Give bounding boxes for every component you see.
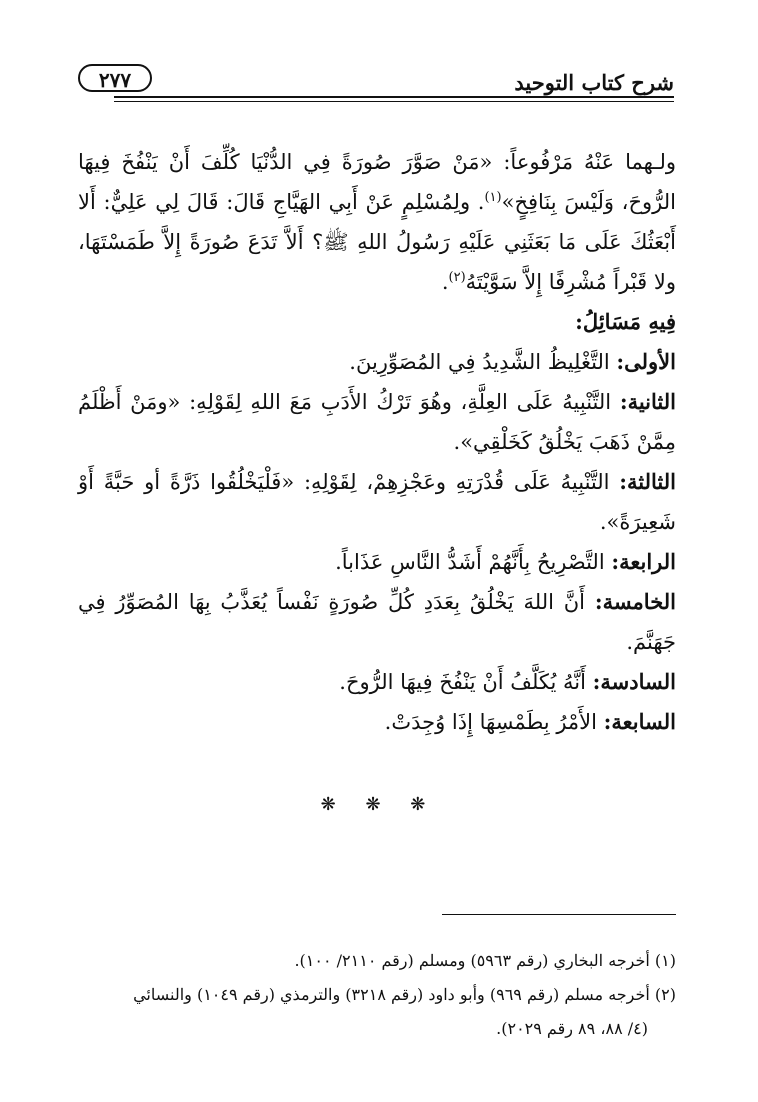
- page-body: [78, 142, 676, 742]
- intro-text-2: . ولِمُسْلِمٍ عَنْ أَبِي الهَيَّاجِ قَالَ: قَالَ لِي عَلِيٌّ: أَلا أَبْعَثُكَ عَلَى مَا بَعَثَنِي عَلَيْهِ رَسُولُ اللهِ ﷺ؟ أَلاَّ تَدَعَ صُورَةً إِلاَّ طَمَسْتَهَا، ولا قَبْراً مُشْرِفًا إِلاَّ سَوَّيْتَهُ: [78, 190, 676, 294]
- issue-item: [78, 382, 676, 462]
- issue-text: أَنَّ اللهَ يَخْلُقُ بِعَدَدِ كُلِّ صُورَةٍ نَفْساً يُعَذَّبُ بِهَا المُصَوِّرُ فِي جَهَنَّمَ.: [78, 590, 676, 654]
- issue-label: السابعة:: [603, 709, 676, 734]
- intro-end: .: [441, 270, 449, 294]
- issues-heading: فِيهِ مَسَائِلُ:: [575, 309, 676, 334]
- issue-label: السادسة:: [592, 669, 676, 694]
- issue-label: الرابعة:: [611, 549, 676, 574]
- issue-label: الأولى:: [616, 349, 676, 374]
- issue-item: [78, 462, 676, 542]
- footnote-rule: [442, 914, 676, 915]
- footnote-1: (١) أخرجه البخاري (رقم ٥٩٦٣) ومسلم (رقم ٢١١٠/ ١٠٠).: [294, 951, 676, 970]
- issue-label: الثانية:: [619, 389, 676, 414]
- issue-text: التَّغْلِيظُ الشَّدِيدُ فِي المُصَوِّرِينَ.: [349, 350, 617, 374]
- issue-label: الخامسة:: [594, 589, 676, 614]
- section-separator: ❋ ❋ ❋: [320, 794, 438, 815]
- header-rule-thin: [114, 101, 674, 102]
- header-rule: [114, 96, 674, 98]
- issue-item: [78, 542, 676, 582]
- footnote-ref-2[interactable]: (٢): [448, 270, 466, 285]
- issue-item: [78, 662, 676, 702]
- issue-item: [78, 702, 676, 742]
- issue-text: التَّنْبِيهُ عَلَى قُدْرَتِهِ وعَجْزِهِمْ، لِقَوْلِهِ: «فَلْيَخْلُقُوا ذَرَّةً أو حَبَّةً أَوْ شَعِيرَةً».: [78, 470, 676, 534]
- intro-text: ولـهما عَنْهُ مَرْفُوعاً: «مَنْ صَوَّرَ صُورَةً فِي الدُّنْيَا كُلِّفَ أَنْ يَنْفُخَ فِيهَا الرُّوحَ، وَلَيْسَ بِنَافِخٍ»: [78, 150, 676, 214]
- page-header: [78, 62, 674, 102]
- footnote-ref-1[interactable]: (١): [484, 190, 502, 205]
- issue-item: [78, 582, 676, 662]
- running-title: شرح كتاب التوحيد: [514, 70, 674, 95]
- issue-item: [78, 342, 676, 382]
- intro-paragraph: [78, 142, 676, 302]
- footnote-2-continuation: (٤/ ٨٨، ٨٩ رقم ٢٠٢٩).: [496, 1019, 648, 1038]
- footnote-2: (٢) أخرجه مسلم (رقم ٩٦٩) وأبو داود (رقم ٣٢١٨) والترمذي (رقم ١٠٤٩) والنسائي: [133, 985, 676, 1004]
- issue-text: أَنَّهُ يُكَلَّفُ أَنْ يَنْفُخَ فِيهَا الرُّوحَ.: [339, 670, 593, 694]
- issue-label: الثالثة:: [619, 469, 676, 494]
- issue-text: التَّنْبِيهُ عَلَى العِلَّةِ، وهُوَ تَرْكُ الأَدَبِ مَعَ اللهِ لِقَوْلِهِ: «ومَنْ أَظْلَمُ مِمَّنْ ذَهَبَ يَخْلُقُ كَخَلْقِي».: [78, 390, 676, 454]
- footnotes: [78, 944, 676, 1046]
- page-number: ٢٧٧: [78, 64, 152, 92]
- issue-text: التَّصْرِيحُ بِأَنَّهُمْ أَشَدُّ النَّاسِ عَذَاباً.: [335, 550, 612, 574]
- issue-text: الأَمْرُ بِطَمْسِهَا إِذَا وُجِدَتْ.: [384, 710, 604, 734]
